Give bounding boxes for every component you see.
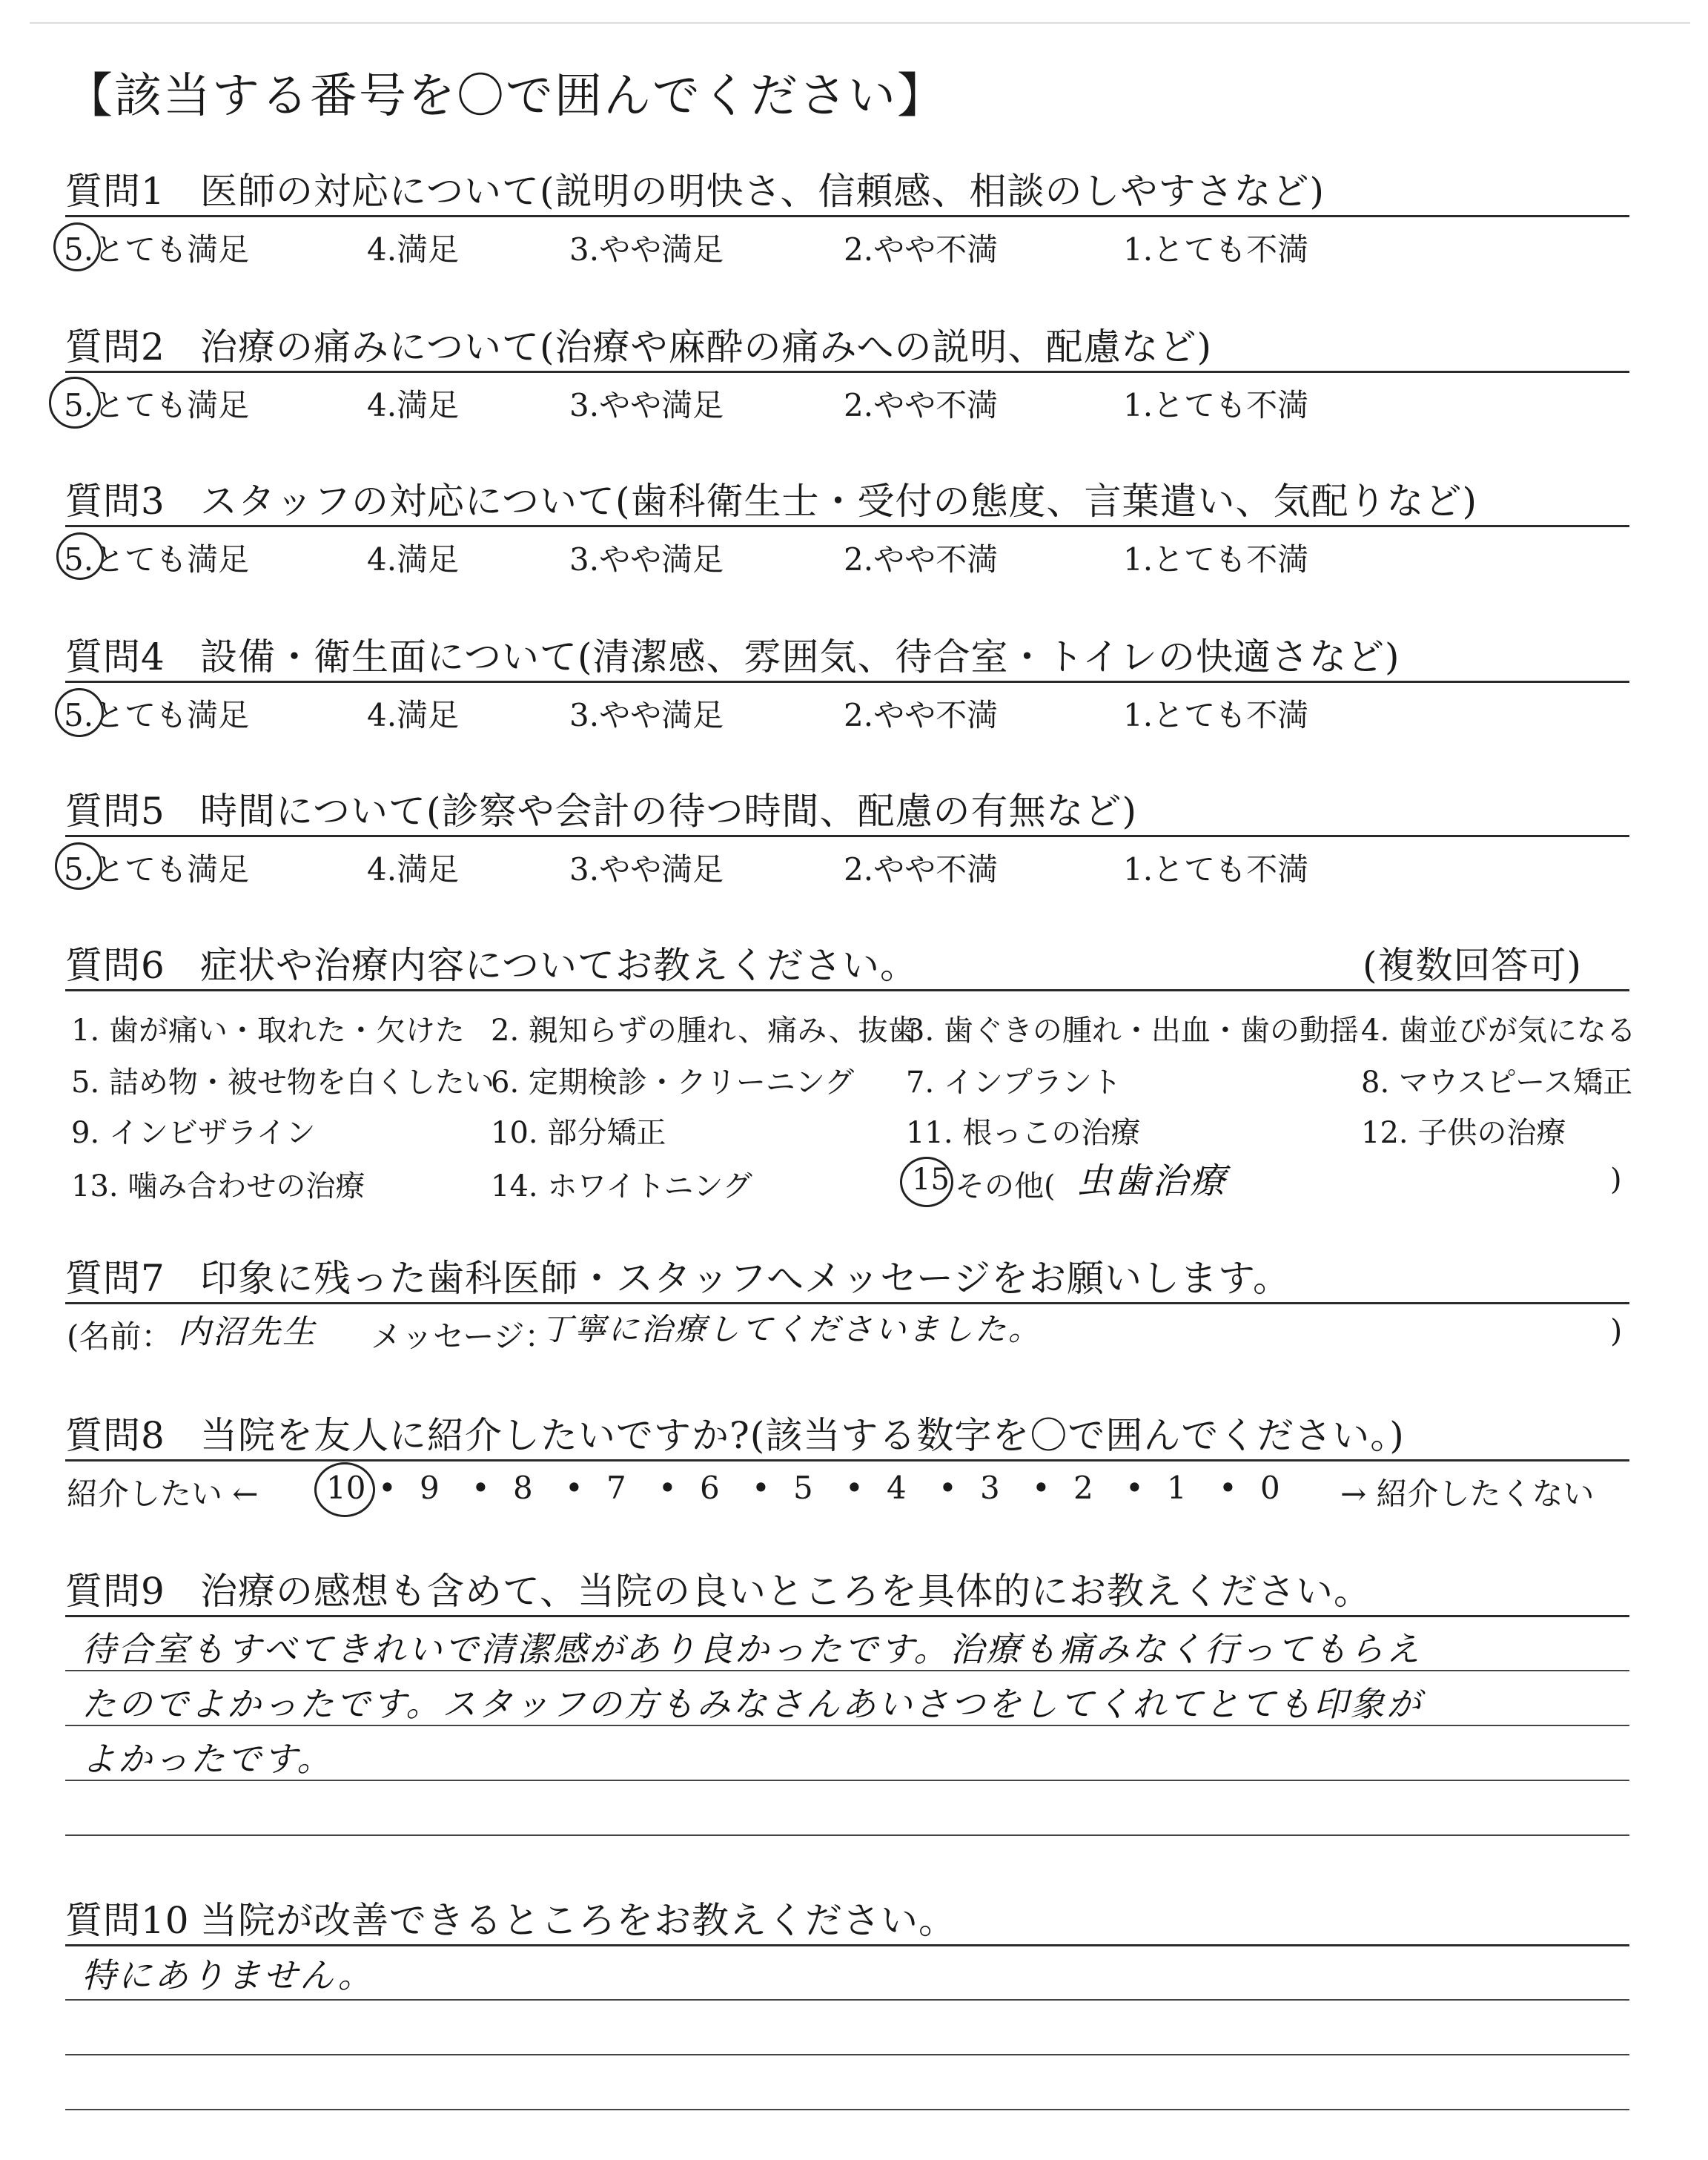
instruction-heading: 【該当する番号を〇で囲んでください】 [65, 69, 946, 124]
q1-option-2[interactable]: 2.やや不満 [844, 231, 999, 268]
q1-option-3[interactable]: 3.やや満足 [569, 231, 724, 268]
q7-name-label: (名前： [67, 1318, 173, 1355]
q8-text: 当院を友人に紹介したいですか?(該当する数字を〇で囲んでください。) [200, 1414, 1405, 1457]
q8-label: 質問8 [65, 1414, 165, 1457]
q7-name-field[interactable]: 内沼先生 [178, 1313, 317, 1351]
q2-option-5[interactable]: 5.とても満足 [64, 387, 250, 423]
q6-option-12[interactable]: 12. 子供の治療 [1361, 1116, 1566, 1150]
q4-selection-circle [55, 688, 104, 737]
q6-option-5[interactable]: 5. 詰め物・被せ物を白くしたい [71, 1066, 494, 1100]
q8-scale-value-4[interactable]: 4 [887, 1470, 907, 1506]
q3-text: スタッフの対応について(歯科衛生士・受付の態度、言葉遣い、気配りなど) [200, 480, 1478, 523]
q7-label: 質問7 [65, 1257, 165, 1300]
q8-scale-value-10[interactable]: 10 [326, 1470, 366, 1506]
q8-scale-value-3[interactable]: 3 [980, 1470, 1000, 1506]
q3-option-4[interactable]: 4.満足 [367, 541, 460, 578]
q8-left-label: 紹介したい ← [67, 1476, 259, 1512]
q7-message-field[interactable]: 丁寧に治療してくださいました。 [541, 1311, 1042, 1347]
q5-option-2[interactable]: 2.やや不満 [844, 851, 999, 888]
q6-label: 質問6 [65, 944, 165, 987]
q6-underline [65, 989, 1629, 991]
q1-label: 質問1 [65, 170, 165, 213]
q8-scale-value-5[interactable]: 5 [793, 1470, 813, 1506]
q6-option-11[interactable]: 11. 根っこの治療 [906, 1116, 1141, 1150]
q6-option-6[interactable]: 6. 定期検診・クリーニング [491, 1066, 855, 1100]
q10-label: 質問10 [65, 1899, 190, 1942]
q8-scale-separator: • [1032, 1470, 1050, 1506]
q3-option-1[interactable]: 1.とても不満 [1123, 541, 1309, 578]
q3-option-2[interactable]: 2.やや不満 [844, 541, 999, 578]
q7-close-paren: ) [1610, 1312, 1623, 1349]
q8-scale-value-1[interactable]: 1 [1167, 1470, 1187, 1506]
q8-scale-separator: • [1125, 1470, 1144, 1506]
q9-rule-0 [65, 1615, 1629, 1617]
q6-option-4[interactable]: 4. 歯並びが気になる [1361, 1014, 1636, 1048]
q4-label: 質問4 [65, 635, 165, 678]
q9-answer-line-3[interactable]: よかったです。 [82, 1739, 334, 1779]
q8-scale-separator: • [845, 1470, 864, 1506]
q5-option-4[interactable]: 4.満足 [367, 851, 460, 888]
q1-underline [65, 215, 1629, 217]
q6-option-1[interactable]: 1. 歯が痛い・取れた・欠けた [71, 1014, 465, 1048]
q6-option-9[interactable]: 9. インビザライン [71, 1116, 316, 1150]
q2-label: 質問2 [65, 326, 165, 369]
q9-text: 治療の感想も含めて、当院の良いところを具体的にお教えください。 [200, 1570, 1371, 1613]
q5-option-1[interactable]: 1.とても不満 [1123, 851, 1309, 888]
q2-option-2[interactable]: 2.やや不満 [844, 387, 999, 423]
q3-selection-circle [56, 532, 104, 580]
q8-scale-separator: • [658, 1470, 677, 1506]
q6-option-3[interactable]: 3. 歯ぐきの腫れ・出血・歯の動揺 [906, 1014, 1359, 1048]
scan-edge [30, 22, 1690, 24]
q6-option-15-number[interactable]: 15 [912, 1163, 950, 1197]
q9-label: 質問9 [65, 1570, 165, 1613]
q8-underline [65, 1459, 1629, 1462]
q8-scale-value-9[interactable]: 9 [420, 1470, 440, 1506]
q5-option-3[interactable]: 3.やや満足 [569, 851, 724, 888]
q6-text: 症状や治療内容についてお教えください。 [200, 944, 918, 987]
q2-option-4[interactable]: 4.満足 [367, 387, 460, 423]
q10-answer-line-1[interactable]: 特にありません。 [82, 1955, 374, 1995]
q8-scale-value-8[interactable]: 8 [513, 1470, 533, 1506]
q3-option-5[interactable]: 5.とても満足 [64, 541, 250, 578]
q5-selection-circle [55, 842, 102, 890]
q8-scale-separator: • [378, 1470, 397, 1506]
q8-scale-separator: • [752, 1470, 770, 1506]
q3-label: 質問3 [65, 480, 165, 523]
q6-option-15-other[interactable]: その他( [955, 1169, 1056, 1203]
q1-option-4[interactable]: 4.満足 [367, 231, 460, 268]
q1-text: 医師の対応について(説明の明快さ、信頼感、相談のしやすさなど) [200, 170, 1325, 213]
q5-text: 時間について(診察や会計の待つ時間、配慮の有無など) [200, 790, 1138, 833]
q2-option-1[interactable]: 1.とても不満 [1123, 387, 1309, 423]
q8-scale-separator: • [565, 1470, 583, 1506]
q4-option-5[interactable]: 5.とても満足 [64, 697, 250, 733]
q9-answer-line-2[interactable]: たのでよかったです。スタッフの方もみなさんあいさつをしてくれてとても印象が [82, 1684, 1423, 1724]
q2-underline [65, 371, 1629, 373]
q6-option-13[interactable]: 13. 噛み合わせの治療 [71, 1169, 365, 1203]
q7-underline [65, 1302, 1629, 1304]
q6-option-10[interactable]: 10. 部分矯正 [491, 1116, 666, 1150]
q6-option-8[interactable]: 8. マウスピース矯正 [1361, 1066, 1633, 1100]
q5-option-5[interactable]: 5.とても満足 [64, 851, 250, 888]
q10-rule-1 [65, 1999, 1629, 2001]
q10-text: 当院が改善できるところをお教えください。 [200, 1899, 956, 1942]
q4-option-3[interactable]: 3.やや満足 [569, 697, 724, 733]
q3-underline [65, 525, 1629, 527]
q10-rule-0 [65, 1944, 1629, 1946]
q8-scale-separator: • [471, 1470, 490, 1506]
q3-option-3[interactable]: 3.やや満足 [569, 541, 724, 578]
q9-rule-4 [65, 1834, 1629, 1836]
q6-option-14[interactable]: 14. ホワイトニング [491, 1169, 752, 1203]
q8-scale-value-0[interactable]: 0 [1260, 1470, 1280, 1506]
q8-scale-value-2[interactable]: 2 [1073, 1470, 1093, 1506]
q1-option-5[interactable]: 5.とても満足 [64, 231, 250, 268]
q6-other-close: ) [1610, 1163, 1622, 1197]
q2-selection-circle [49, 377, 101, 429]
q4-option-4[interactable]: 4.満足 [367, 697, 460, 733]
q5-label: 質問5 [65, 790, 165, 833]
q4-underline [65, 681, 1629, 683]
q8-scale-value-6[interactable]: 6 [700, 1470, 720, 1506]
q8-right-label: → 紹介したくない [1340, 1476, 1595, 1512]
q7-text: 印象に残った歯科医師・スタッフへメッセージをお願いします。 [200, 1257, 1291, 1300]
q4-option-2[interactable]: 2.やや不満 [844, 697, 999, 733]
q4-option-1[interactable]: 1.とても不満 [1123, 697, 1309, 733]
q8-scale-separator: • [1219, 1470, 1237, 1506]
q1-option-1[interactable]: 1.とても不満 [1123, 231, 1309, 268]
q6-other-answer[interactable]: 虫歯治療 [1076, 1160, 1228, 1202]
q9-answer-line-1[interactable]: 待合室もすべてきれいで清潔感があり良かったです。治療も痛みなく行ってもらえ [82, 1629, 1423, 1669]
q5-underline [65, 835, 1629, 837]
q6-option-7[interactable]: 7. インプラント [906, 1066, 1122, 1100]
q8-scale-separator: • [939, 1470, 957, 1506]
q6-option-2[interactable]: 2. 親知らずの腫れ、痛み、抜歯 [491, 1014, 918, 1048]
q1-selection-circle [53, 222, 101, 271]
q2-text: 治療の痛みについて(治療や麻酔の痛みへの説明、配慮など) [200, 326, 1213, 369]
q10-rule-2 [65, 2054, 1629, 2055]
q6-selection-circle [900, 1157, 953, 1207]
q7-message-label: メッセージ： [371, 1318, 556, 1355]
q6-note: (複数回答可) [1363, 944, 1583, 987]
q10-rule-3 [65, 2109, 1629, 2110]
q8-scale-value-7[interactable]: 7 [606, 1470, 626, 1506]
q4-text: 設備・衛生面について(清潔感、雰囲気、待合室・トイレの快適さなど) [200, 635, 1400, 678]
q2-option-3[interactable]: 3.やや満足 [569, 387, 724, 423]
